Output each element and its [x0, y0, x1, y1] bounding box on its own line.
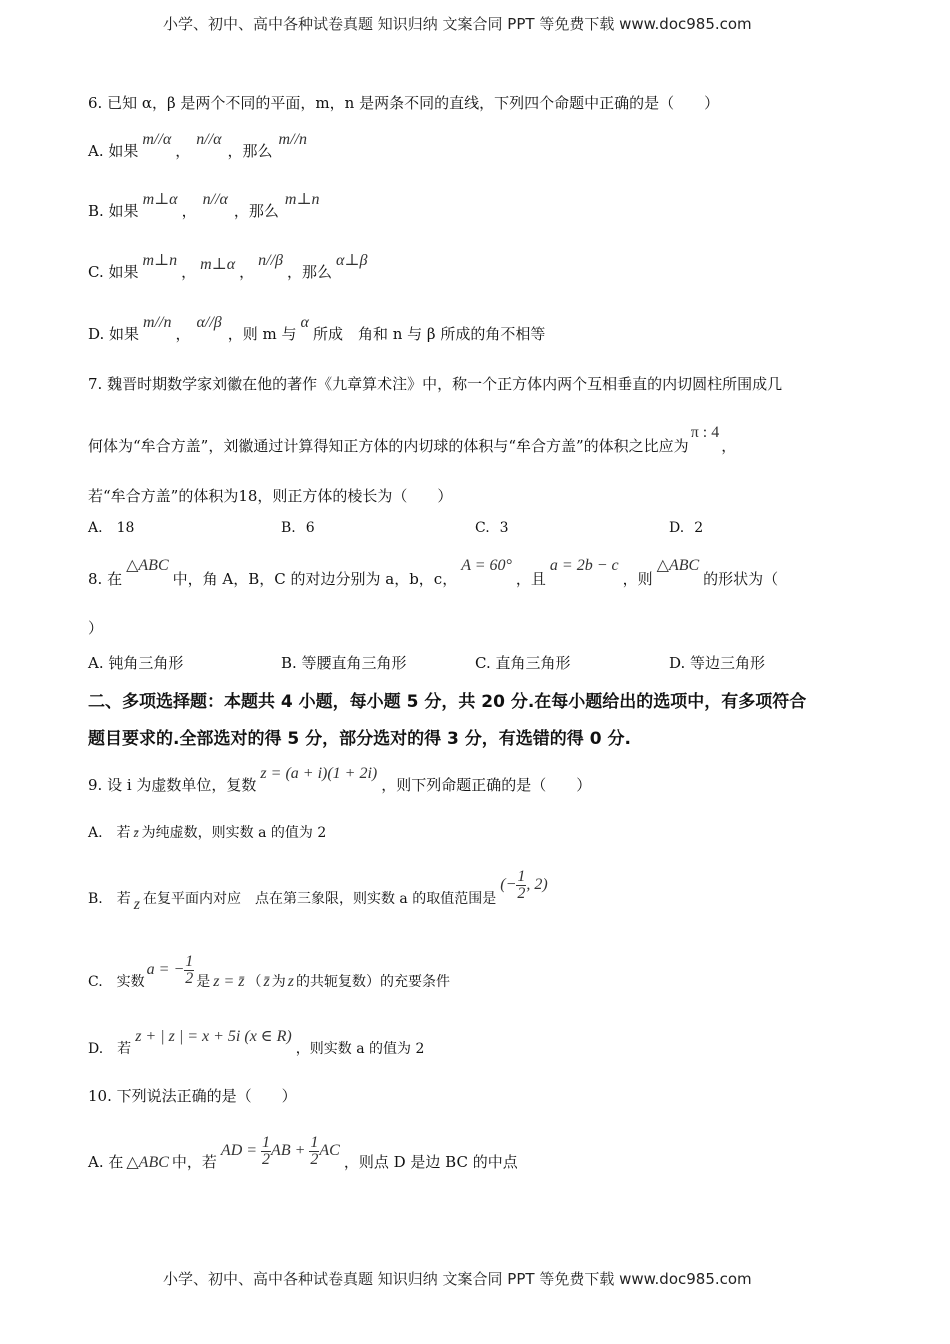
text: , 2) — [526, 876, 548, 894]
formula: △ABC — [656, 557, 700, 574]
text: 为纯虚数，则实数 a 的值为 2 — [141, 825, 327, 841]
text: 的共轭复数）的充要条件 — [295, 974, 450, 991]
formula: m//α — [142, 131, 172, 148]
denominator: 2 — [262, 1151, 271, 1168]
text: a = − — [146, 961, 185, 979]
formula: α⊥β — [336, 252, 368, 269]
denominator: 2 — [185, 970, 194, 987]
text: AB + — [271, 1142, 306, 1160]
text: B. 若 — [88, 891, 131, 908]
text: ，则 — [622, 570, 653, 588]
q10-option-a — [88, 1134, 518, 1180]
text: 中，角 A，B，C 的对边分别为 a，b，c， — [172, 570, 458, 588]
formula: α — [300, 314, 309, 331]
fraction — [184, 954, 194, 987]
formula-vector — [220, 1134, 340, 1168]
text: 8. 在 — [88, 570, 123, 588]
formula: m⊥n — [284, 191, 320, 208]
fraction — [309, 1135, 319, 1168]
formula: z — [287, 973, 294, 991]
text: D. 如果 — [88, 325, 140, 343]
formula: n//α — [202, 191, 228, 208]
text: （ — [247, 974, 262, 991]
text: ， — [721, 437, 737, 455]
q8-option-a: A. 钝角三角形 — [88, 654, 184, 672]
text: ，且 — [515, 570, 546, 588]
q9-stem — [88, 765, 592, 795]
q8-close-paren: ） — [88, 619, 104, 637]
formula: m⊥n — [142, 252, 178, 269]
formula: z = (a + i)(1 + 2i) — [260, 765, 378, 782]
q9-option-c — [88, 953, 450, 999]
text: ， — [181, 202, 197, 220]
text: 2 — [694, 520, 704, 536]
text: A. 在 — [88, 1153, 124, 1172]
q6-option-a — [88, 131, 307, 161]
formula: A = 60° — [461, 557, 512, 574]
text: ，则实数 a 的值为 2 — [295, 1041, 425, 1057]
formula: z + | z | = x + 5i (x ∈ R) — [135, 1028, 292, 1045]
text: D. — [669, 520, 685, 536]
text: ，则 m 与 — [227, 325, 297, 343]
formula: △ABC — [126, 557, 169, 574]
numerator: 1 — [517, 868, 526, 885]
q9-option-a — [88, 822, 326, 842]
formula: m//n — [143, 314, 172, 331]
formula: m//n — [278, 131, 307, 148]
text: AD = — [220, 1142, 258, 1160]
formula: △ABC — [126, 1154, 169, 1172]
text: 18 — [116, 520, 135, 536]
text: A. 若 — [88, 825, 131, 841]
formula: α//β — [196, 314, 222, 331]
formula: z̄ — [263, 973, 270, 991]
text: ， — [175, 142, 191, 160]
q8-stem — [88, 557, 779, 589]
numerator: 1 — [310, 1134, 319, 1151]
formula: π : 4 — [690, 424, 720, 441]
text: ， — [181, 263, 197, 281]
text: ，则点 D 是边 BC 的中点 — [343, 1153, 518, 1172]
q7-line2 — [88, 424, 737, 456]
denominator: 2 — [517, 885, 526, 902]
q6-option-b — [88, 191, 320, 221]
text: ，则下列命题正确的是（ ） — [381, 776, 592, 794]
denominator: 2 — [310, 1151, 319, 1168]
q7-option-c — [475, 520, 509, 536]
text: 6 — [305, 520, 315, 536]
fraction — [261, 1135, 271, 1168]
text: ，那么 — [227, 142, 273, 160]
formula: a = 2b − c — [549, 557, 619, 574]
q8-option-b: B. 等腰直角三角形 — [281, 654, 407, 672]
text: 的形状为（ — [703, 570, 779, 588]
q6-option-c — [88, 252, 368, 282]
page-header: 小学、初中、高中各种试卷真题 知识归纳 文案合同 PPT 等免费下载 www.doc985.com — [163, 15, 752, 33]
text: B. 如果 — [88, 202, 139, 220]
numerator: 1 — [262, 1134, 271, 1151]
text: B. — [281, 520, 296, 536]
text: D. 若 — [88, 1041, 132, 1057]
q7-line1: 7. 魏晋时期数学家刘徽在他的著作《九章算术注》中，称一个正方体内两个互相垂直的内切圆柱所围成几 — [88, 375, 783, 393]
text: (− — [500, 876, 517, 894]
q6-stem: 6. 已知 α，β 是两个不同的平面，m，n 是两条不同的直线，下列四个命题中正确的是（ ） — [88, 94, 720, 112]
formula: n//α — [196, 131, 222, 148]
text: 何体为“牟合方盖”，刘徽通过计算得知正方体的内切球的体积与“牟合方盖”的体积之比应为 — [88, 437, 689, 455]
q9-option-b — [88, 868, 548, 916]
text: C. 如果 — [88, 263, 139, 281]
page-footer: 小学、初中、高中各种试卷真题 知识归纳 文案合同 PPT 等免费下载 www.doc985.com — [163, 1270, 752, 1288]
q7-option-d — [669, 520, 703, 536]
formula-range — [500, 868, 548, 902]
fraction — [516, 869, 526, 902]
section2-heading-line1: 二、多项选择题：本题共 4 小题，每小题 5 分，共 20 分.在每小题给出的选项中，有多项符合 — [88, 692, 807, 712]
q7-option-a — [88, 520, 134, 536]
text: A. 如果 — [88, 142, 139, 160]
text: 在复平面内对应 点在第三象限，则实数 a 的取值范围是 — [142, 891, 497, 908]
text: AC — [319, 1142, 340, 1160]
text: 为 — [271, 974, 286, 991]
q7-option-b — [281, 520, 315, 536]
text: ， — [239, 263, 255, 281]
section2-heading-line2: 题目要求的.全部选对的得 5 分，部分选对的得 3 分，有选错的得 0 分. — [88, 729, 631, 749]
text: C. — [475, 520, 490, 536]
q8-option-c: C. 直角三角形 — [475, 654, 571, 672]
numerator: 1 — [185, 953, 194, 970]
q8-option-d: D. 等边三角形 — [669, 654, 766, 672]
q7-line3: 若“牟合方盖”的体积为18，则正方体的棱长为（ ） — [88, 487, 453, 505]
q10-stem: 10. 下列说法正确的是（ ） — [88, 1087, 297, 1105]
formula: m⊥α — [200, 256, 236, 273]
text: 是 — [196, 974, 211, 991]
text: 9. 设 i 为虚数单位，复数 — [88, 776, 257, 794]
text: A. — [88, 520, 103, 536]
text: 所成 角和 n 与 β 所成的角不相等 — [312, 325, 546, 343]
q9-option-d — [88, 1028, 425, 1058]
text: ， — [175, 325, 191, 343]
text: 中，若 — [171, 1153, 217, 1172]
formula: z = z̄ — [213, 973, 245, 991]
formula: n//β — [258, 252, 283, 269]
q6-option-d — [88, 314, 546, 344]
formula: m⊥α — [142, 191, 178, 208]
text: 3 — [499, 520, 509, 536]
text: ，那么 — [233, 202, 279, 220]
text: C. 实数 — [88, 974, 145, 991]
text: ，那么 — [286, 263, 332, 281]
formula: z — [133, 896, 140, 914]
formula-a — [146, 953, 195, 987]
formula: z̄ — [133, 825, 139, 840]
